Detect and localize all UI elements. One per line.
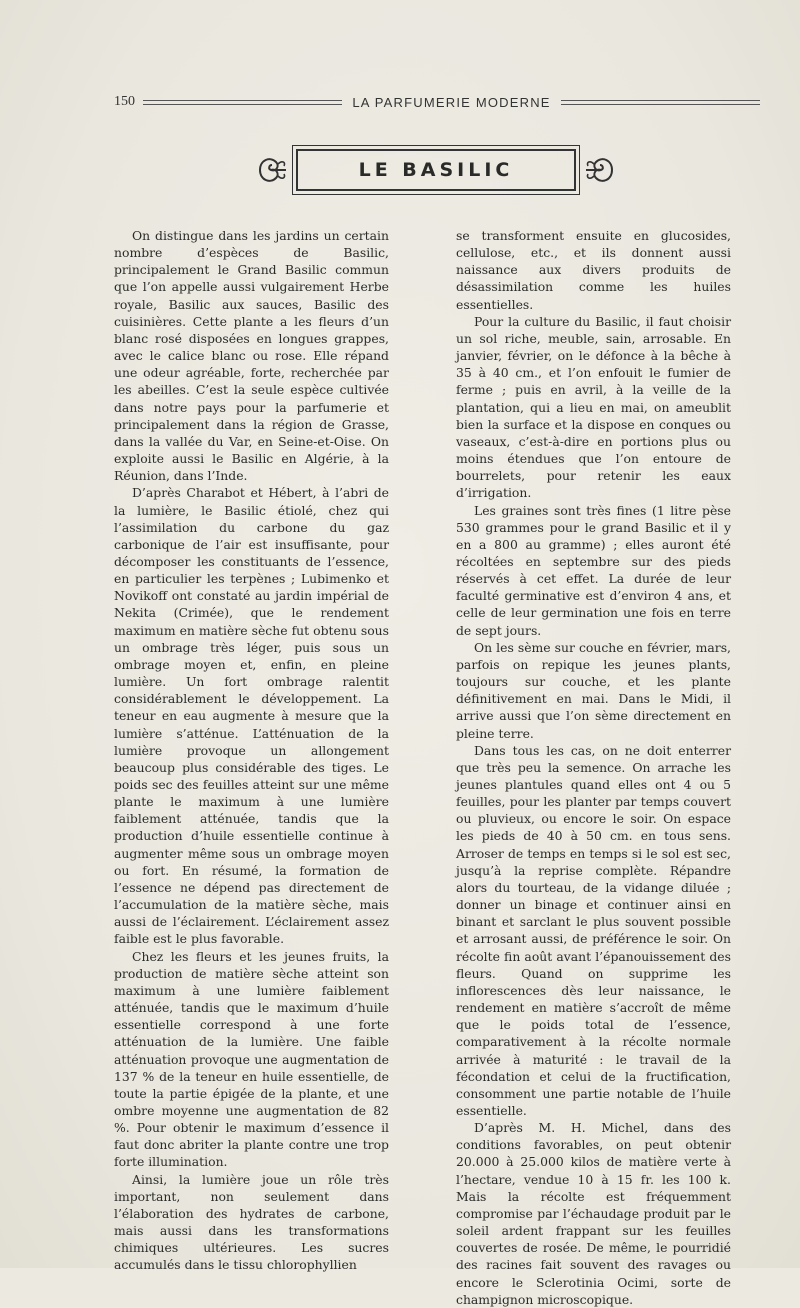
running-head xyxy=(114,92,760,112)
paragraph: D’après Charabot et Hébert, à l’abri de la lumière, le Basilic étiolé, chez qui l’assimilation du carbone du gaz carbonique de l’air est insuffisante, pour décomposer les constituants de l’essence, en particulier les terpènes ; Lubimenko et Novikoff ont constaté au jardin impérial de Nekita (Crimée), que le rendement maximum en matière sèche fut obtenu sous un ombrage très léger, puis sous un ombrage moyen et, enfin, en pleine lumière. Un fort ombrage ralentit considérablement le développement. La teneur en eau augmente à mesure que la lumière s’atténue. L’atténuation de la lumière provoque un allongement beaucoup plus considérable des tiges. Le poids sec des feuilles atteint sur une même plante le maximum à une lumière faiblement atténuée, tandis que la production d’huile essentielle continue à augmenter même sous un ombrage moyen ou fort. En résumé, la formation de l’essence ne dépend pas directement de l’accumulation de la matière sèche, mais aussi de l’éclairement. L’éclairement assez faible est le plus favorable. xyxy=(114,485,389,947)
paragraph: se transforment ensuite en glucosides, cellulose, etc., et ils donnent aussi naissance aux divers produits de désassimilation comme les huiles essentielles. xyxy=(456,228,731,312)
fleuron-icon xyxy=(256,150,288,190)
paragraph: Ainsi, la lumière joue un rôle très important, non seulement dans l’élaboration des hydrates de carbone, mais aussi dans les transformations chimiques ultérieures. Les sucres accumulés dans le tissu chlorophyllien xyxy=(114,1171,389,1273)
header-rule-right xyxy=(561,100,760,105)
article-title: LE BASILIC xyxy=(358,159,514,181)
paragraph: Les graines sont très fines (1 litre pèse 530 grammes pour le grand Basilic et il y en a 800 au gramme) ; elles auront été récoltées en septembre sur des pieds réservés à cet effet. La durée de leur faculté germinative est d’environ 4 ans, et celle de leur germination une fois en terre de sept jours. xyxy=(456,502,731,638)
paragraph: On les sème sur couche en février, mars, parfois on repique les jeunes plants, toujours sur couche, et les plante définitivement en mai. Dans le Midi, il arrive aussi que l’on sème directement en pleine terre. xyxy=(456,639,731,741)
page-number: 150 xyxy=(114,94,135,109)
journal-title: LA PARFUMERIE MODERNE xyxy=(352,94,551,110)
paragraph: Dans tous les cas, on ne doit enterrer que très peu la semence. On arrache les jeunes plantules quand elles ont 4 ou 5 feuilles, pour les planter par temps couvert ou pluvieux, ou encore le soir. On espace les pieds de 40 à 50 cm. en tous sens. Arroser de temps en temps si le sol est sec, jusqu’à la reprise complète. Répandre alors du tourteau, de la vidange diluée ; donner un binage et continuer ainsi en binant et sarclant le plus souvent possible et arrosant aussi, de préférence le soir. On récolte fin août avant l’épanouissement des fleurs. Quand on supprime les inflorescences dès leur naissance, le rendement en matière s’accroît de même que le poids total de l’essence, comparativement à la récolte normale arrivée à maturité : le travail de la fécondation et celui de la fructification, consomment une partie notable de l’huile essentielle. xyxy=(456,742,731,1118)
right-column xyxy=(456,227,731,1308)
article-title-box xyxy=(292,145,580,195)
header-rule-left xyxy=(143,100,342,105)
fleuron-icon xyxy=(584,150,616,190)
paragraph: D’après M. H. Michel, dans des conditions favorables, on peut obtenir 20.000 à 25.000 kilos de matière verte à l’hectare, vendue 10 à 15 fr. les 100 k. Mais la récolte est fréquemment compromise par l’échaudage produit par le soleil ardent frappant sur les feuilles couvertes de rosée. De même, le pourridié des racines fait souvent des ravages ou encore le Sclerotinia Ocimi, sorte de champignon microscopique. xyxy=(456,1120,731,1307)
left-column xyxy=(114,227,389,1274)
paragraph: Chez les fleurs et les jeunes fruits, la production de matière sèche atteint son maximum à une lumière faiblement atténuée, tandis que le maximum d’huile essentielle correspond à une forte atténuation de la lumière. Une faible atténuation provoque une augmentation de 137 % de la teneur en huile essentielle, de toute la partie épigée de la plante, et une ombre moyenne une augmentation de 82 %. Pour obtenir le maximum d’essence il faut donc abriter la plante contre une trop forte illumination. xyxy=(114,948,389,1170)
paragraph: Pour la culture du Basilic, il faut choisir un sol riche, meuble, sain, arrosable. En janvier, février, on le défonce à la bêche à 35 à 40 cm., et l’on enfouit le fumier de ferme ; puis en avril, à la veille de la plantation, qui a lieu en mai, on ameublit bien la surface et la dispose en conques ou vaseaux, c’est-à-dire en portions plus ou moins étendues que l’on entoure de bourrelets, pour retenir les eaux d’irrigation. xyxy=(456,313,731,501)
paragraph: On distingue dans les jardins un certain nombre d’espèces de Basilic, principalement le Grand Basilic commun que l’on appelle aussi vulgairement Herbe royale, Basilic aux sauces, Basilic des cuisinières. Cette plante a les fleurs d’un blanc rosé disposées en longues grappes, avec le calice blanc ou rose. Elle répand une odeur agréable, forte, recherchée par les abeilles. C’est la seule espèce cultivée dans notre pays pour la parfumerie et principalement dans la région de Grasse, dans la vallée du Var, en Seine-et-Oise. On exploite aussi le Basilic en Algérie, à la Réunion, dans l’Inde. xyxy=(114,228,389,484)
